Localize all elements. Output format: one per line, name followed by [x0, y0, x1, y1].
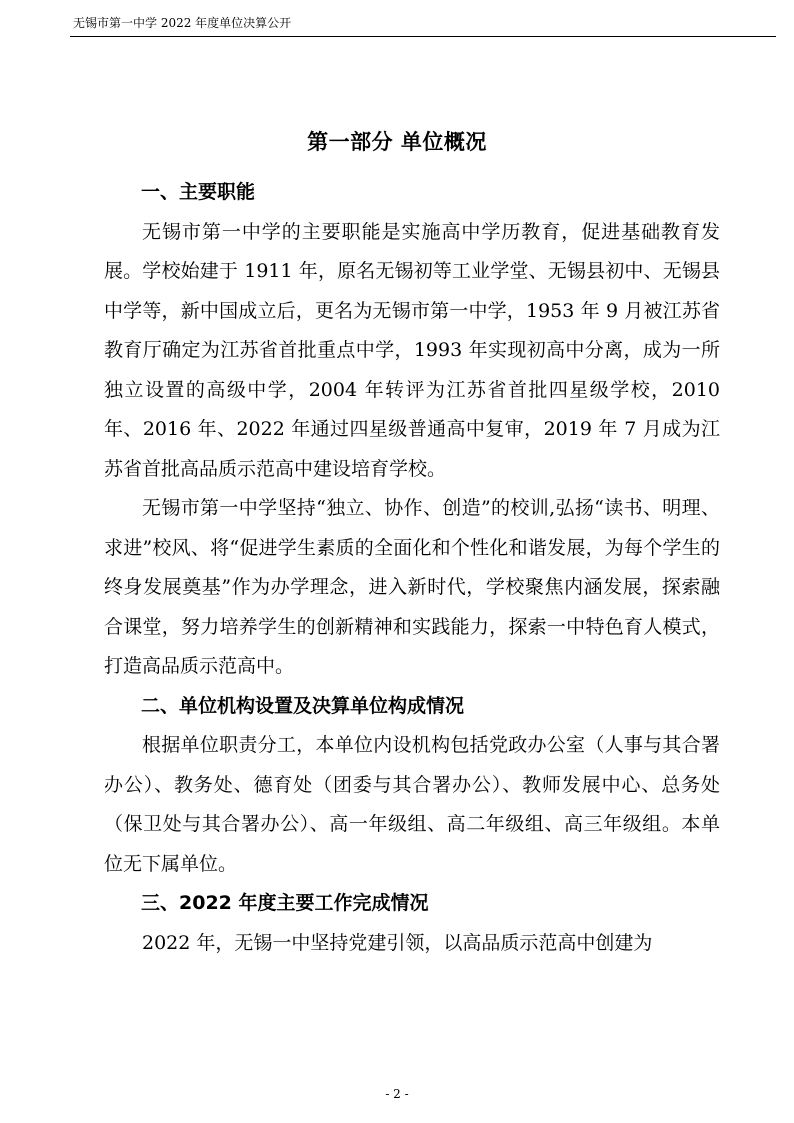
section-main-functions	[104, 173, 720, 687]
page-title: 第一部分 单位概况	[307, 130, 487, 154]
section-organization	[104, 687, 720, 885]
header-title: 无锡市第一中学 2022 年度单位决算公开	[73, 16, 292, 30]
section-heading: 二、单位机构设置及决算单位构成情况	[141, 694, 465, 717]
section-work-completion	[104, 884, 720, 963]
section-heading: 一、主要职能	[141, 181, 256, 203]
document-body	[104, 173, 720, 963]
paragraph: 无锡市第一中学的主要职能是实施高中学历教育，促进基础教育发展。学校始建于 1911 年，原名无锡初等工业学堂、无锡县初中、无锡县中学等，新中国成立后，更名为无锡市第一中学，1953 年 9 月被江苏省教育厅确定为江苏省首批重点中学，1993 年实现初高中分离，成为一所独立设置的高级中学，2004 年转评为江苏省首批四星级学校，2010 年、2016 年、2022 年通过四星级普通高中复审，2019 年 7 月成为江苏省首批高品质示范高中建设培育学校。	[104, 220, 720, 480]
paragraph: 无锡市第一中学坚持“独立、协作、创造”的校训,弘扬“读书、明理、求进”校风、将“促进学生素质的全面化和个性化和谐发展，为每个学生的终身发展奠基”作为办学理念，进入新时代，学校聚焦内涵发展，探索融合课堂，努力培养学生的创新精神和实践能力，探索一中特色育人模式，打造高品质示范高中。	[104, 497, 720, 677]
section-heading: 三、2022 年度主要工作完成情况	[141, 892, 429, 914]
header-divider	[70, 36, 776, 37]
paragraph: 2022 年，无锡一中坚持党建引领，以高品质示范高中创建为	[142, 931, 653, 954]
paragraph: 根据单位职责分工，本单位内设机构包括党政办公室（人事与其合署办公）、教务处、德育处（团委与其合署办公）、教师发展中心、总务处（保卫处与其合署办公）、高一年级组、高二年级组、高三年级组。本单位无下属单位。	[104, 734, 720, 875]
page-number: - 2 -	[385, 1087, 409, 1101]
